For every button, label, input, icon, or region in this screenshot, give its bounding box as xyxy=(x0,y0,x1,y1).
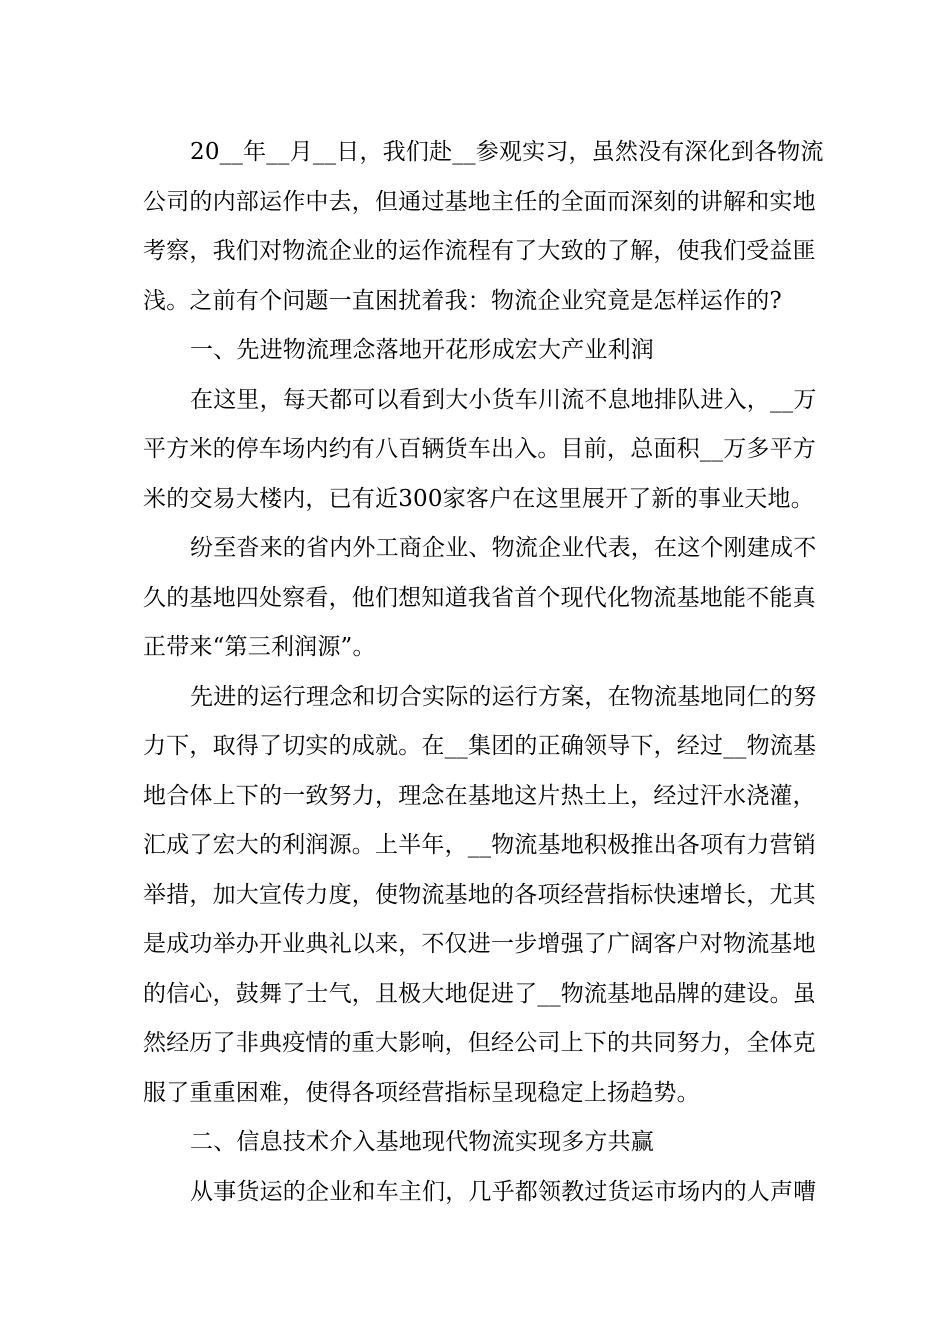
paragraph-2-line-2: 平方米的停车场内约有八百辆货车出入。目前，总面积__万多平方 xyxy=(143,436,816,462)
paragraph-4-line-2: 力下，取得了切实的成就。在__集团的正确领导下，经过__物流基 xyxy=(143,733,817,759)
paragraph-4-line-1: 先进的运行理念和切合实际的运行方案，在物流基地同仁的努 xyxy=(190,683,817,710)
paragraph-2-line-3: 米的交易大楼内，已有近300家客户在这里展开了新的事业天地。 xyxy=(143,485,814,512)
paragraph-1-line-2: 公司的内部运作中去，但通过基地主任的全面而深刻的讲解和实地 xyxy=(143,188,816,215)
paragraph-1-line-3: 考察，我们对物流企业的运作流程有了大致的了解，使我们受益匪 xyxy=(143,238,816,264)
document-body xyxy=(143,128,824,1217)
section-heading-2: 二、信息技术介入基地现代物流实现多方共赢 xyxy=(190,1129,654,1155)
paragraph-4-line-5: 举措，加大宣传力度，使物流基地的各项经营指标快速增长，尤其 xyxy=(143,881,816,908)
paragraph-5-line-1: 从事货运的企业和车主们，几乎都领教过货运市场内的人声嘈 xyxy=(190,1178,817,1205)
paragraph-1-line-1: 20__年__月__日，我们赴__参观实习，虽然没有深化到各物流 xyxy=(190,139,824,165)
paragraph-4-line-6: 是成功举办开业典礼以来，不仅进一步增强了广阔客户对物流基地 xyxy=(143,931,816,957)
paragraph-1-line-4: 浅。之前有个问题一直困扰着我：物流企业究竟是怎样运作的? xyxy=(143,287,782,314)
paragraph-4-line-9: 服了重重困难，使得各项经营指标呈现稳定上扬趋势。 xyxy=(143,1079,700,1106)
paragraph-4-line-7: 的信心，鼓舞了士气，且极大地促进了__物流基地品牌的建设。虽 xyxy=(143,980,816,1007)
paragraph-2-line-1: 在这里，每天都可以看到大小货车川流不息地排队进入，__万 xyxy=(190,386,817,413)
paragraph-4-line-4: 汇成了宏大的利润源。上半年，__物流基地积极推出各项有力营销 xyxy=(143,832,816,858)
paragraph-3-line-1: 纷至沓来的省内外工商企业、物流企业代表，在这个刚建成不 xyxy=(190,535,817,561)
section-heading-1: 一、先进物流理念落地开花形成宏大产业利润 xyxy=(190,337,654,363)
paragraph-4-line-3: 地合体上下的一致努力，理念在基地这片热土上，经过汗水浇灌， xyxy=(143,782,816,809)
paragraph-4-line-8: 然经历了非典疫情的重大影响，但经公司上下的共同努力，全体克 xyxy=(143,1030,816,1056)
paragraph-3-line-3: 正带来“第三利润源”。 xyxy=(143,634,376,660)
paragraph-3-line-2: 久的基地四处察看，他们想知道我省首个现代化物流基地能不能真 xyxy=(143,584,816,611)
